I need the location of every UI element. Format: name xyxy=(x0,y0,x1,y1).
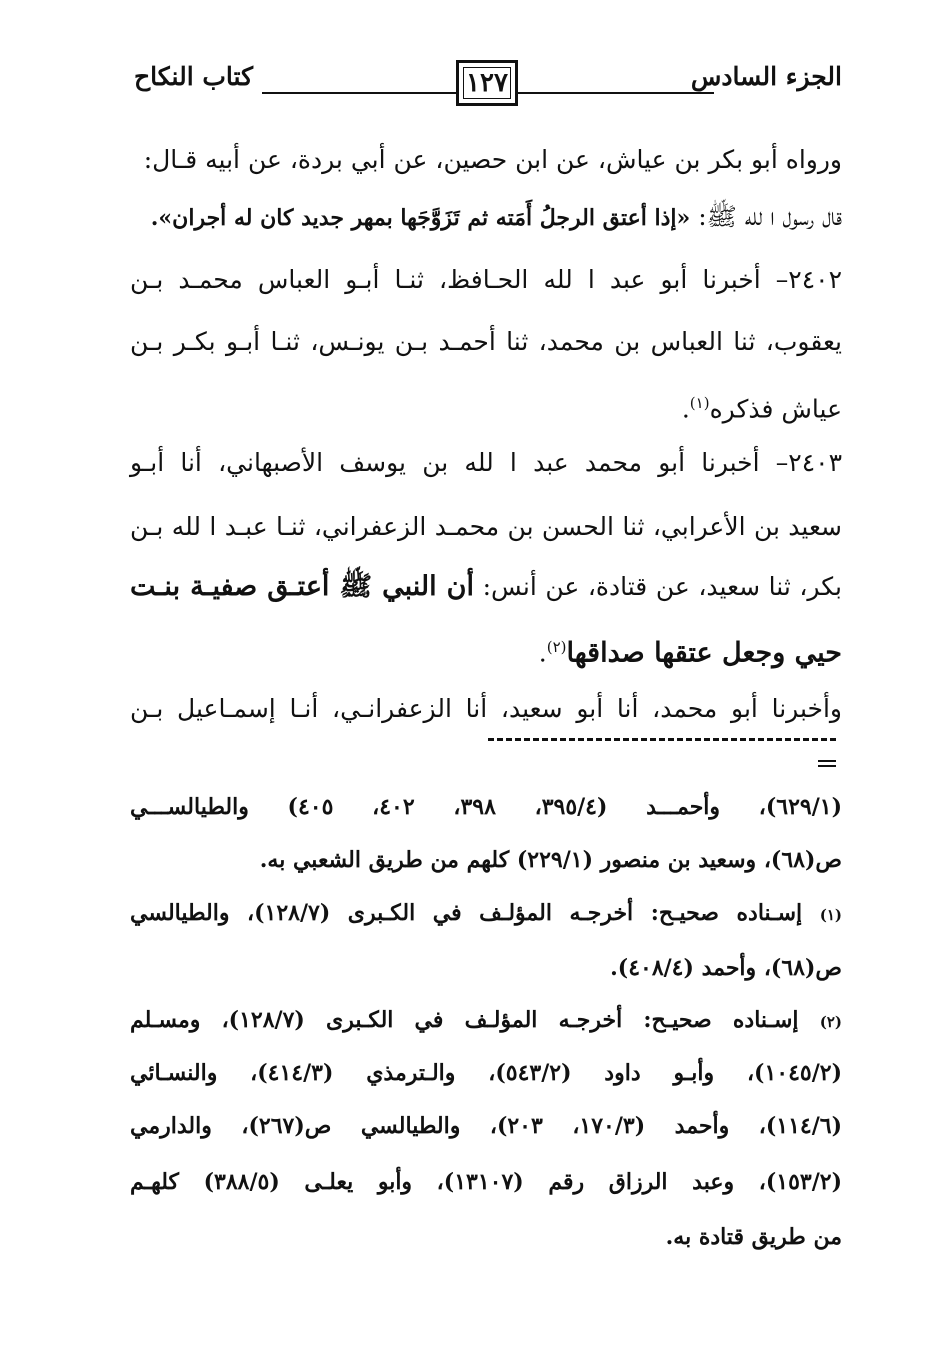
header-rule-right xyxy=(518,92,714,94)
text-line-4: يعقوب، ثنا العباس بن محمد، ثنا أحمـد بـن يونـس، ثنـا أبـو بكـر بـن xyxy=(130,327,842,356)
footnote-cont-line-1: (٦٢٩/١)، وأحمـــد (٣٩٥/٤، ٣٩٨، ٤٠٢، ٤٠٥) والطيالســـي xyxy=(130,794,842,820)
footnote-2-number: (٢) xyxy=(819,1013,842,1031)
book-title: كتاب النكاح xyxy=(134,62,253,91)
text-segment: . xyxy=(538,638,547,668)
footnote-2-line-3: (١١٤/٦)، وأحمد (١٧٠/٣، ٢٠٣)، والطيالسي ص(٢٦٧)، والدارمي xyxy=(130,1113,843,1139)
footnote-1-line-1 xyxy=(130,898,842,930)
footnote-2-line-4: (١٥٣/٢)، وعبد الرزاق رقم (١٣١٠٧)، وأبو يعلـى (٣٨٨/٥) كلهـم xyxy=(130,1169,842,1195)
footnote-2-line-5: من طريق قتادة به. xyxy=(665,1224,842,1250)
text-segment: عياش فذكره xyxy=(709,394,842,424)
text-segment: بكر، ثنا سعيد، عن قتادة، عن أنس: xyxy=(482,572,842,601)
footnote-2-line-2: (١٠٤٥/٢)، وأبـو داود (٥٤٣/٢)، والـترمذي (٤١٤/٣)، والنسـائي xyxy=(130,1060,842,1086)
text-segment: . xyxy=(681,394,690,424)
page-number: ١٢٧ xyxy=(463,67,511,99)
text-line-6: ٢٤٠٣– أخبرنا أبو محمد عبد ا لله بن يوسف الأصبهاني، أنا أبـو xyxy=(130,448,842,477)
volume-label: الجزء السادس xyxy=(690,62,842,91)
text-line-2 xyxy=(151,200,842,235)
footnote-separator xyxy=(488,738,836,741)
footnote-ref-1: (١) xyxy=(689,394,710,412)
text-line-10: وأخبرنا أبو محمد، أنا أبو سعيد، أنا الزعفرانـي، أنـا إسمـاعيل بـن xyxy=(130,694,842,723)
hadith-quote: «إذا أعتق الرجلُ أَمَته ثم تَزَوَّجَها بمهر جديد كان له أجران». xyxy=(150,205,691,231)
text-line-7: سعيد بن الأعرابي، ثنا الحسن بن محمـد الزعفراني، ثنـا عبـد ا لله بـن xyxy=(130,512,842,541)
text-line-9 xyxy=(539,630,842,670)
header-rule-left xyxy=(262,92,456,94)
text-line-8 xyxy=(130,570,842,604)
footnote-text: إسـناده صحيـح: أخرجـه المؤلـف في الكـبرى (١٢٨/٧)، والطيالسي xyxy=(130,900,803,926)
hadith-text-bold: أن النبي ﷺ أعتـق صفيـة بنـت xyxy=(130,571,474,602)
text-line-3: ٢٤٠٢– أخبرنا أبو عبد ا لله الحـافظ، ثنـا أبـو العباس محمـد بـن xyxy=(130,265,842,294)
continuation-mark xyxy=(818,760,836,767)
footnote-text: إسـناده صحيـح: أخرجـه المؤلـف في الكـبرى (١٢٨/٧)، ومسـلم xyxy=(130,1007,799,1033)
footnote-ref-2: (٢) xyxy=(546,638,567,656)
text-line-5 xyxy=(682,386,842,426)
footnote-2-line-1 xyxy=(130,1005,842,1037)
text-line-1: ورواه أبو بكر بن عياش، عن ابن حصين، عن أبي بردة، عن أبيه قـال: xyxy=(143,145,842,174)
footnote-cont-line-2: ص(٦٨)، وسعيد بن منصور (٢٢٩/١) كلهم من طريق الشعبي به. xyxy=(259,847,842,873)
footnote-1-line-2: ص(٦٨)، وأحمد (٤٠٨/٤). xyxy=(610,955,842,981)
page-number-box xyxy=(456,60,518,106)
prophet-quote-intro: قال رسول ا لله ﷺ: xyxy=(698,202,842,231)
hadith-text-bold: حيي وجعل عتقها صداقها xyxy=(566,637,842,669)
footnote-1-number: (١) xyxy=(819,906,842,924)
